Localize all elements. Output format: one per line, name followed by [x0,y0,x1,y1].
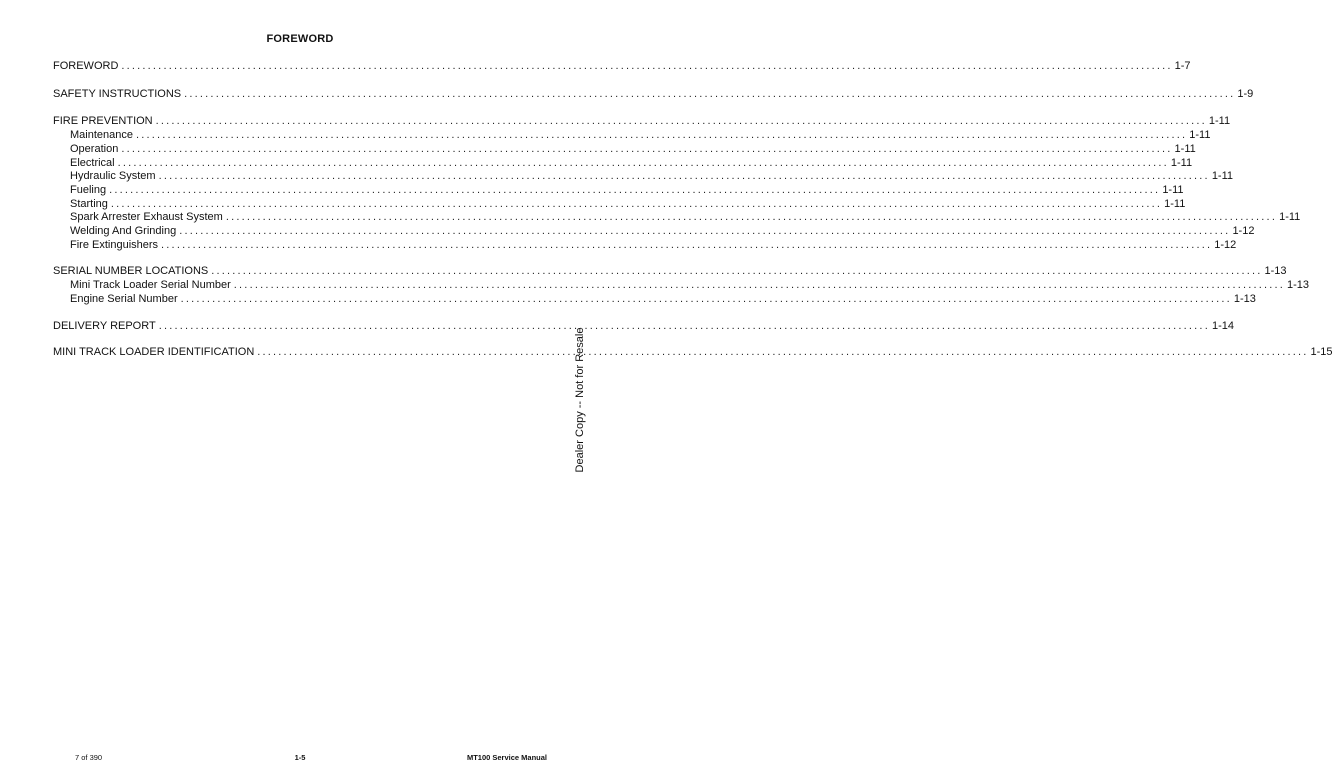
toc-entry-page: 1-15 [1310,346,1333,359]
toc-entry-foreword[interactable] [53,60,1191,74]
page-count: 7 of 390 [75,753,103,762]
manual-title: MT100 Service Manual [466,753,547,762]
toc-entry-label: Operation [70,142,119,155]
toc-entry-label: Starting [70,197,108,210]
toc-leader-dots: ........................................................................................................................................................................................................ [109,183,1161,196]
toc-entry-loader-identification[interactable] [53,346,1333,360]
toc-entry-label: Welding And Grinding [70,225,177,238]
toc-entry-label: Fueling [70,183,107,196]
toc-entry-page: 1-12 [1232,225,1255,238]
toc-entry-serial-number-locations[interactable] [53,265,1287,279]
page-footer [0,753,600,767]
toc-entry-page: 1-12 [1214,238,1237,251]
dealer-copy-text: Dealer Copy -- Not for Resale [574,327,586,473]
toc-entry-page: 1-11 [1174,142,1196,155]
toc-leader-dots: ........................................................................................................................................................................................................ [233,279,1286,292]
toc-subentry-starting[interactable] [53,197,1186,212]
toc-entry-label: Hydraulic System [70,170,156,183]
toc-entry-label: Spark Arrester Exhaust System [70,211,223,224]
toc-leader-dots: ........................................................................................................................................................................................................ [180,292,1232,305]
toc-leader-dots: ........................................................................................................................................................................................................ [121,60,1173,72]
toc-entry-label: FOREWORD [53,60,119,72]
toc-entry-label: MINI TRACK LOADER IDENTIFICATION [53,346,255,359]
toc-leader-dots: ........................................................................................................................................................................................................ [161,238,1213,251]
toc-entry-label: Electrical [70,156,115,169]
toc-entry-fire-prevention[interactable] [53,115,1231,129]
toc-subentry-operation[interactable] [53,142,1196,157]
toc-subentry-fueling[interactable] [53,183,1184,198]
toc-entry-label: DELIVERY REPORT [53,319,156,332]
toc-subentry-welding-grinding[interactable] [53,225,1255,239]
toc-entry-page: 1-11 [1164,197,1186,210]
toc-entry-page: 1-11 [1279,211,1301,224]
toc-leader-dots: ........................................................................................................................................................................................................ [184,87,1236,100]
toc-entry-page: 1-11 [1170,156,1193,169]
toc-leader-dots: ........................................................................................................................................................................................................ [225,211,1278,224]
toc-entry-label: FIRE PREVENTION [53,115,153,128]
toc-leader-dots: ........................................................................................................................................................................................................ [155,115,1207,128]
toc-entry-label: Fire Extinguishers [70,238,159,251]
table-of-contents [53,60,1333,360]
toc-leader-dots: ........................................................................................................................................................................................................ [257,346,1309,359]
toc-entry-page: 1-11 [1211,170,1234,183]
toc-leader-dots: ........................................................................................................................................................................................................ [136,129,1188,142]
toc-entry-page: 1-14 [1211,319,1234,332]
toc-entry-page: 1-11 [1189,129,1211,142]
toc-entry-page: 1-11 [1208,115,1231,128]
toc-leader-dots: ........................................................................................................................................................................................................ [158,319,1210,332]
toc-subentry-hydraulic-system[interactable] [53,170,1234,184]
toc-subentry-fire-extinguishers[interactable] [53,238,1237,253]
page-number: 1-5 [294,753,306,762]
toc-entry-page: 1-11 [1162,183,1184,196]
toc-entry-label: SERIAL NUMBER LOCATIONS [53,265,209,278]
toc-entry-label: Maintenance [70,129,133,142]
toc-entry-page: 1-13 [1264,265,1287,278]
toc-entry-delivery-report[interactable] [53,319,1234,334]
toc-subentry-maintenance[interactable] [53,129,1211,143]
toc-entry-label: Mini Track Loader Serial Number [70,279,231,292]
toc-subentry-loader-serial-number[interactable] [53,279,1310,293]
toc-entry-page: 1-7 [1174,60,1191,72]
toc-entry-page: 1-13 [1233,292,1256,305]
page-title: FOREWORD [266,33,334,45]
toc-entry-page: 1-9 [1237,87,1254,100]
toc-entry-label: Engine Serial Number [70,292,178,305]
toc-leader-dots: ........................................................................................................................................................................................................ [110,197,1163,210]
toc-subentry-spark-arrester[interactable] [53,211,1301,225]
toc-leader-dots: ........................................................................................................................................................................................................ [211,265,1263,278]
toc-entry-label: SAFETY INSTRUCTIONS [53,87,182,100]
toc-leader-dots: ........................................................................................................................................................................................................ [117,156,1169,169]
toc-leader-dots: ........................................................................................................................................................................................................ [121,142,1173,155]
toc-subentry-engine-serial-number[interactable] [53,292,1256,307]
toc-entry-safety-instructions[interactable] [53,87,1254,102]
toc-entry-page: 1-13 [1287,279,1310,292]
toc-leader-dots: ........................................................................................................................................................................................................ [179,225,1231,238]
toc-leader-dots: ........................................................................................................................................................................................................ [158,170,1210,183]
toc-subentry-electrical[interactable] [53,156,1193,171]
